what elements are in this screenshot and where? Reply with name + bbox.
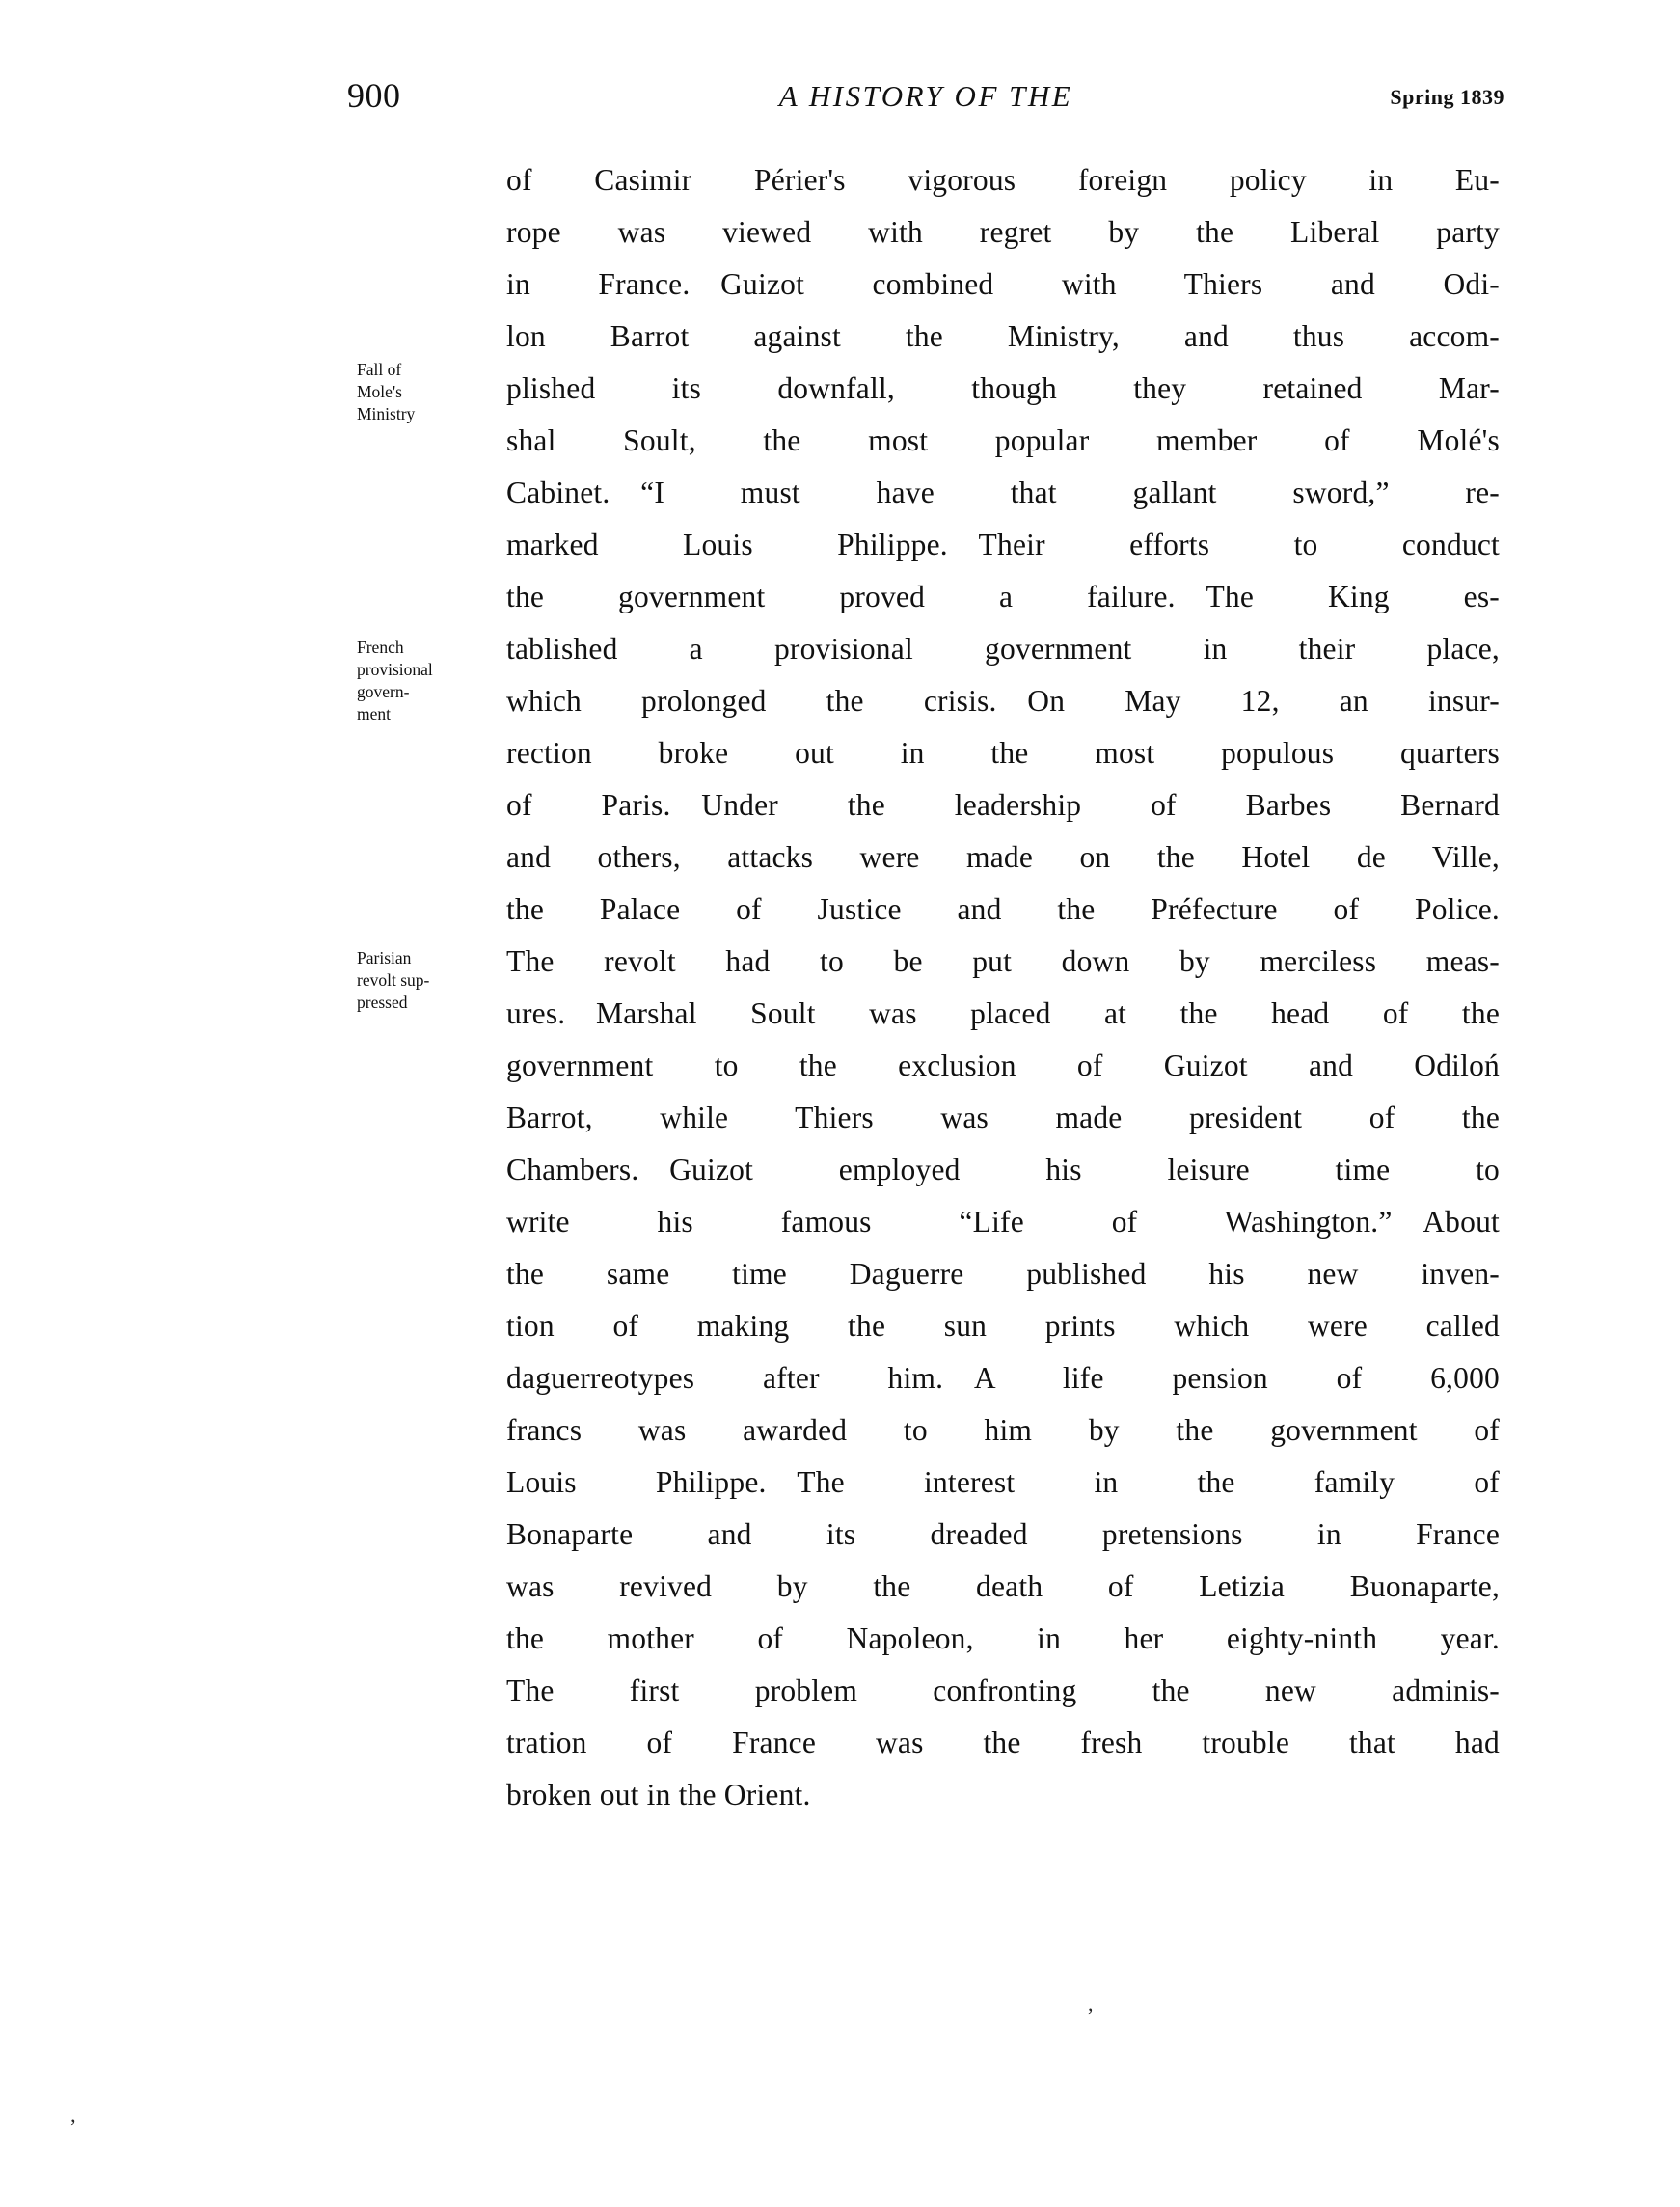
sidenote-line: Fall of <box>357 360 402 379</box>
sidenote-line: ment <box>357 704 391 723</box>
text-line: rope was viewed with regret by the Liberal party <box>506 215 1500 249</box>
stray-mark-tick: ’ <box>69 2114 77 2139</box>
text-line: Barrot, while Thiers was made president of the <box>506 1101 1500 1134</box>
text-line: was revived by the death of Letizia Buonaparte, <box>506 1569 1500 1603</box>
text-line: tration of France was the fresh trouble that had <box>506 1726 1500 1759</box>
text-line: broken out in the Orient. <box>506 1778 811 1812</box>
text-line: marked Louis Philippe. Their efforts to conduct <box>506 528 1500 561</box>
text-line: Bonaparte and its dreaded pretensions in France <box>506 1517 1500 1551</box>
sidenote-line: govern- <box>357 682 410 701</box>
text-line: tablished a provisional government in their place, <box>506 632 1500 666</box>
text-line: rection broke out in the most populous quarters <box>506 736 1500 770</box>
header-date-label: Spring 1839 <box>1390 85 1504 109</box>
sidenote-french-provisional-government <box>357 637 530 725</box>
stray-mark-comma: , <box>1088 1992 1094 2016</box>
text-line: The first problem confronting the new adminis- <box>506 1674 1500 1707</box>
sidenote-line: pressed <box>357 993 408 1012</box>
sidenote-line: Parisian <box>357 948 412 967</box>
sidenote-line: revolt sup- <box>357 970 430 990</box>
text-line: of Paris. Under the leadership of Barbes Bernard <box>506 788 1500 822</box>
body-text-column <box>506 154 1500 1821</box>
page-header <box>347 75 1504 123</box>
text-line: the mother of Napoleon, in her eighty-ninth year. <box>506 1621 1500 1655</box>
text-line: Chambers. Guizot employed his leisure time to <box>506 1153 1500 1186</box>
sidenote-line: Ministry <box>357 404 416 423</box>
text-line: write his famous “Life of Washington.” About <box>506 1205 1500 1239</box>
text-line: the Palace of Justice and the Préfecture of Police. <box>506 892 1500 926</box>
text-line: shal Soult, the most popular member of Molé's <box>506 423 1500 457</box>
sidenote-parisian-revolt-suppressed <box>357 947 530 1014</box>
sidenote-line: Mole's <box>357 382 402 401</box>
text-line: The revolt had to be put down by merciless meas- <box>506 944 1500 978</box>
text-line: which prolonged the crisis. On May 12, an insur- <box>506 684 1500 718</box>
text-line: Louis Philippe. The interest in the family of <box>506 1465 1500 1499</box>
text-line: plished its downfall, though they retained Mar- <box>506 371 1500 405</box>
page-number: 900 <box>347 76 401 115</box>
text-line: ures. Marshal Soult was placed at the head of the <box>506 996 1500 1030</box>
sidenote-fall-of-moles-ministry <box>357 359 530 425</box>
text-line: tion of making the sun prints which were called <box>506 1309 1500 1343</box>
text-line: and others, attacks were made on the Hotel de Ville, <box>506 840 1500 874</box>
text-line: of Casimir Périer's vigorous foreign policy in Eu- <box>506 163 1500 197</box>
text-line: lon Barrot against the Ministry, and thus accom- <box>506 319 1500 353</box>
sidenote-line: provisional <box>357 660 433 679</box>
text-line: the same time Daguerre published his new inven- <box>506 1257 1500 1291</box>
text-line: the government proved a failure. The King es- <box>506 580 1500 613</box>
text-line: in France. Guizot combined with Thiers and Odi- <box>506 267 1500 301</box>
running-title: A HISTORY OF THE <box>778 79 1073 113</box>
text-line: government to the exclusion of Guizot and Odiloń <box>506 1049 1500 1082</box>
text-line: francs was awarded to him by the government of <box>506 1413 1500 1447</box>
sidenote-line: French <box>357 638 404 657</box>
text-line: daguerreotypes after him. A life pension of 6,000 <box>506 1361 1500 1395</box>
text-line: Cabinet. “I must have that gallant sword,” re- <box>506 476 1500 509</box>
